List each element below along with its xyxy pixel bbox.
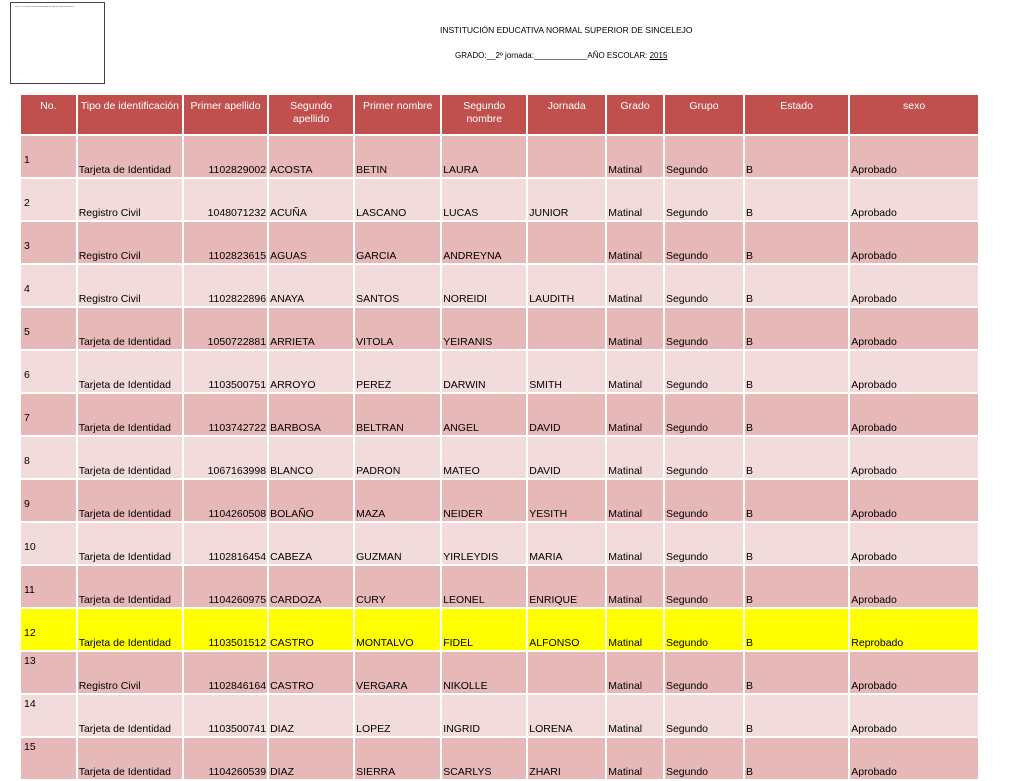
cell-grupo: B	[745, 523, 848, 564]
cell-grado: Segundo	[665, 437, 743, 478]
cell-primer-nombre: LAURA	[442, 136, 526, 177]
cell-segundo-nombre	[528, 136, 605, 177]
cell-id-number: 1103500751	[184, 351, 267, 392]
table-row	[21, 222, 978, 263]
cell-grado: Segundo	[665, 523, 743, 564]
row-number-text: 11	[24, 584, 35, 596]
cell-segundo-apellido: GARCIA	[355, 222, 440, 263]
cell-segundo-nombre: LAUDITH	[528, 265, 605, 306]
cell-id-type: Tarjeta de Identidad	[78, 437, 182, 478]
row-number-text: 12	[24, 627, 36, 639]
row-number-text: 6	[24, 369, 30, 381]
cell-segundo-nombre: DAVID	[528, 437, 605, 478]
cell-primer-apellido: AGUAS	[269, 222, 353, 263]
cell-grupo: B	[745, 394, 848, 435]
cell-segundo-apellido: GUZMAN	[355, 523, 440, 564]
table-row	[21, 480, 978, 521]
row-number-text: 1	[24, 154, 30, 166]
cell-estado: Aprobado	[850, 394, 978, 435]
cell-row-number	[21, 351, 76, 392]
cell-primer-apellido: BOLAÑO	[269, 480, 353, 521]
cell-grado: Segundo	[665, 136, 743, 177]
cell-primer-apellido: ARRIETA	[269, 308, 353, 349]
cell-estado: Aprobado	[850, 265, 978, 306]
cell-row-number	[21, 609, 76, 650]
cell-grado: Segundo	[665, 609, 743, 650]
cell-primer-nombre: ANDREYNA	[442, 222, 526, 263]
cell-segundo-apellido: SANTOS	[355, 265, 440, 306]
cell-id-type: Tarjeta de Identidad	[78, 738, 182, 779]
cell-jornada: Matinal	[607, 566, 663, 607]
cell-grupo: B	[745, 480, 848, 521]
cell-id-type: Tarjeta de Identidad	[78, 695, 182, 736]
cell-grado: Segundo	[665, 566, 743, 607]
cell-row-number	[21, 179, 76, 220]
cell-id-type: Tarjeta de Identidad	[78, 394, 182, 435]
cell-jornada: Matinal	[607, 394, 663, 435]
col-header-grupo: Grupo	[665, 95, 743, 134]
cell-id-type: Registro Civil	[78, 652, 182, 693]
cell-grupo: B	[745, 351, 848, 392]
cell-primer-nombre: NIKOLLE	[442, 652, 526, 693]
cell-id-type: Tarjeta de Identidad	[78, 523, 182, 564]
cell-estado: Aprobado	[850, 695, 978, 736]
table-row	[21, 609, 978, 650]
cell-jornada: Matinal	[607, 308, 663, 349]
cell-primer-apellido: BARBOSA	[269, 394, 353, 435]
cell-estado: Aprobado	[850, 308, 978, 349]
logo-text: INSTITUCIÓN EDUCATIVA NORMAL SUPERIOR DE SINCELEJO	[15, 6, 75, 8]
cell-jornada: Matinal	[607, 738, 663, 779]
cell-estado: Aprobado	[850, 652, 978, 693]
cell-primer-nombre: FIDEL	[442, 609, 526, 650]
cell-estado: Aprobado	[850, 437, 978, 478]
table-row	[21, 566, 978, 607]
cell-id-number: 1103501512	[184, 609, 267, 650]
col-header-jornada: Jornada	[528, 95, 605, 134]
cell-segundo-nombre: ENRIQUE	[528, 566, 605, 607]
cell-id-number: 1048071232	[184, 179, 267, 220]
cell-grado: Segundo	[665, 222, 743, 263]
cell-primer-nombre: YIRLEYDIS	[442, 523, 526, 564]
cell-segundo-nombre: SMITH	[528, 351, 605, 392]
cell-id-type: Registro Civil	[78, 265, 182, 306]
cell-grupo: B	[745, 738, 848, 779]
cell-jornada: Matinal	[607, 136, 663, 177]
cell-id-number: 1102816454	[184, 523, 267, 564]
col-header-segundo-nombre: Segundo nombre	[442, 95, 526, 134]
cell-row-number	[21, 136, 76, 177]
col-header-sexo: sexo	[850, 95, 978, 134]
cell-segundo-nombre: ZHARI	[528, 738, 605, 779]
cell-segundo-nombre	[528, 222, 605, 263]
cell-primer-nombre: DARWIN	[442, 351, 526, 392]
cell-id-number: 1102829002	[184, 136, 267, 177]
cell-jornada: Matinal	[607, 523, 663, 564]
cell-estado: Aprobado	[850, 738, 978, 779]
cell-id-number: 1067163998	[184, 437, 267, 478]
cell-grado: Segundo	[665, 480, 743, 521]
cell-row-number	[21, 523, 76, 564]
cell-segundo-apellido: MAZA	[355, 480, 440, 521]
cell-primer-nombre: LUCAS	[442, 179, 526, 220]
table-row	[21, 394, 978, 435]
cell-primer-nombre: NEIDER	[442, 480, 526, 521]
cell-segundo-apellido: VERGARA	[355, 652, 440, 693]
cell-jornada: Matinal	[607, 695, 663, 736]
row-number-text: 14	[24, 698, 36, 710]
cell-id-number: 1104260508	[184, 480, 267, 521]
row-number-text: 3	[24, 240, 30, 252]
cell-primer-apellido: CASTRO	[269, 652, 353, 693]
cell-row-number	[21, 695, 76, 736]
table-row	[21, 308, 978, 349]
cell-segundo-nombre: JUNIOR	[528, 179, 605, 220]
cell-id-number: 1050722881	[184, 308, 267, 349]
cell-segundo-apellido: PADRON	[355, 437, 440, 478]
cell-primer-nombre: ANGEL	[442, 394, 526, 435]
cell-grupo: B	[745, 437, 848, 478]
col-header-no: No.	[21, 95, 76, 134]
table-row	[21, 265, 978, 306]
cell-segundo-apellido: BELTRAN	[355, 394, 440, 435]
cell-row-number	[21, 265, 76, 306]
cell-jornada: Matinal	[607, 265, 663, 306]
cell-id-number: 1102823615	[184, 222, 267, 263]
cell-id-number: 1102846164	[184, 652, 267, 693]
cell-primer-apellido: BLANCO	[269, 437, 353, 478]
cell-segundo-apellido: LASCANO	[355, 179, 440, 220]
cell-jornada: Matinal	[607, 222, 663, 263]
table-row	[21, 351, 978, 392]
cell-grado: Segundo	[665, 308, 743, 349]
col-header-tipo: Tipo de identificación	[78, 95, 182, 134]
cell-estado: Aprobado	[850, 179, 978, 220]
cell-estado: Reprobado	[850, 609, 978, 650]
cell-primer-apellido: CASTRO	[269, 609, 353, 650]
cell-jornada: Matinal	[607, 351, 663, 392]
cell-grado: Segundo	[665, 652, 743, 693]
table-row	[21, 437, 978, 478]
col-header-primer-apellido: Primer apellido	[184, 95, 267, 134]
grade-line-text: GRADO:__2º jornada:____________AÑO ESCOLAR:	[455, 51, 650, 60]
cell-row-number	[21, 738, 76, 779]
table-row	[21, 738, 978, 779]
cell-grupo: B	[745, 609, 848, 650]
cell-estado: Aprobado	[850, 222, 978, 263]
cell-estado: Aprobado	[850, 566, 978, 607]
cell-grado: Segundo	[665, 179, 743, 220]
cell-row-number	[21, 222, 76, 263]
cell-id-type: Registro Civil	[78, 222, 182, 263]
cell-segundo-nombre: DAVID	[528, 394, 605, 435]
row-number-text: 5	[24, 326, 30, 338]
cell-segundo-apellido: MONTALVO	[355, 609, 440, 650]
grade-line	[455, 51, 667, 60]
cell-primer-nombre: NOREIDI	[442, 265, 526, 306]
cell-primer-apellido: ACOSTA	[269, 136, 353, 177]
cell-id-type: Tarjeta de Identidad	[78, 351, 182, 392]
cell-grupo: B	[745, 652, 848, 693]
cell-primer-apellido: DIAZ	[269, 695, 353, 736]
cell-primer-nombre: SCARLYS	[442, 738, 526, 779]
cell-id-number: 1103742722	[184, 394, 267, 435]
cell-id-number: 1102822896	[184, 265, 267, 306]
cell-row-number	[21, 480, 76, 521]
cell-jornada: Matinal	[607, 480, 663, 521]
cell-id-type: Tarjeta de Identidad	[78, 609, 182, 650]
cell-estado: Aprobado	[850, 136, 978, 177]
cell-jornada: Matinal	[607, 179, 663, 220]
row-number-text: 4	[24, 283, 30, 295]
row-number-text: 13	[24, 655, 36, 667]
cell-grupo: B	[745, 265, 848, 306]
row-number-text: 15	[24, 741, 36, 753]
table-row	[21, 695, 978, 736]
cell-id-number: 1104260539	[184, 738, 267, 779]
col-header-grado: Grado	[607, 95, 663, 134]
cell-primer-nombre: MATEO	[442, 437, 526, 478]
cell-segundo-nombre: ALFONSO	[528, 609, 605, 650]
cell-primer-apellido: CABEZA	[269, 523, 353, 564]
cell-id-number: 1103500741	[184, 695, 267, 736]
cell-segundo-nombre: MARIA	[528, 523, 605, 564]
institution-title: INSTITUCIÓN EDUCATIVA NORMAL SUPERIOR DE SINCELEJO	[440, 25, 693, 35]
cell-row-number	[21, 308, 76, 349]
cell-segundo-nombre: LORENA	[528, 695, 605, 736]
table-header-row	[21, 95, 978, 134]
cell-segundo-apellido: PEREZ	[355, 351, 440, 392]
cell-jornada: Matinal	[607, 609, 663, 650]
cell-grado: Segundo	[665, 738, 743, 779]
cell-segundo-apellido: VITOLA	[355, 308, 440, 349]
cell-primer-nombre: INGRID	[442, 695, 526, 736]
cell-segundo-nombre	[528, 308, 605, 349]
students-table	[19, 93, 980, 781]
table-row	[21, 523, 978, 564]
cell-jornada: Matinal	[607, 437, 663, 478]
logo-box	[10, 2, 105, 84]
table-row	[21, 652, 978, 693]
cell-id-number: 1104260975	[184, 566, 267, 607]
cell-grupo: B	[745, 308, 848, 349]
cell-grupo: B	[745, 179, 848, 220]
cell-row-number	[21, 394, 76, 435]
cell-id-type: Tarjeta de Identidad	[78, 480, 182, 521]
cell-grado: Segundo	[665, 394, 743, 435]
cell-jornada: Matinal	[607, 652, 663, 693]
cell-estado: Aprobado	[850, 351, 978, 392]
cell-row-number	[21, 566, 76, 607]
table-row	[21, 179, 978, 220]
cell-estado: Aprobado	[850, 480, 978, 521]
cell-id-type: Tarjeta de Identidad	[78, 136, 182, 177]
cell-primer-nombre: YEIRANIS	[442, 308, 526, 349]
cell-primer-apellido: ARROYO	[269, 351, 353, 392]
cell-grupo: B	[745, 695, 848, 736]
row-number-text: 10	[24, 541, 36, 553]
cell-id-type: Tarjeta de Identidad	[78, 308, 182, 349]
school-year: 2015	[649, 51, 668, 60]
cell-grupo: B	[745, 222, 848, 263]
cell-primer-apellido: ACUÑA	[269, 179, 353, 220]
row-number-text: 2	[24, 197, 30, 209]
row-number-text: 7	[24, 412, 30, 424]
cell-segundo-nombre: YESITH	[528, 480, 605, 521]
cell-estado: Aprobado	[850, 523, 978, 564]
cell-id-type: Tarjeta de Identidad	[78, 566, 182, 607]
cell-grado: Segundo	[665, 351, 743, 392]
table-row	[21, 136, 978, 177]
col-header-primer-nombre: Primer nombre	[355, 95, 440, 134]
cell-primer-apellido: ANAYA	[269, 265, 353, 306]
cell-id-type: Registro Civil	[78, 179, 182, 220]
cell-grado: Segundo	[665, 265, 743, 306]
cell-segundo-apellido: SIERRA	[355, 738, 440, 779]
col-header-segundo-apellido: Segundo apellido	[269, 95, 353, 134]
cell-segundo-nombre	[528, 652, 605, 693]
cell-segundo-apellido: CURY	[355, 566, 440, 607]
cell-grupo: B	[745, 566, 848, 607]
cell-primer-nombre: LEONEL	[442, 566, 526, 607]
cell-row-number	[21, 652, 76, 693]
row-number-text: 8	[24, 455, 30, 467]
row-number-text: 9	[24, 498, 30, 510]
cell-primer-apellido: DIAZ	[269, 738, 353, 779]
cell-row-number	[21, 437, 76, 478]
cell-segundo-apellido: LOPEZ	[355, 695, 440, 736]
cell-grupo: B	[745, 136, 848, 177]
cell-segundo-apellido: BETIN	[355, 136, 440, 177]
cell-primer-apellido: CARDOZA	[269, 566, 353, 607]
col-header-estado: Estado	[745, 95, 848, 134]
cell-grado: Segundo	[665, 695, 743, 736]
